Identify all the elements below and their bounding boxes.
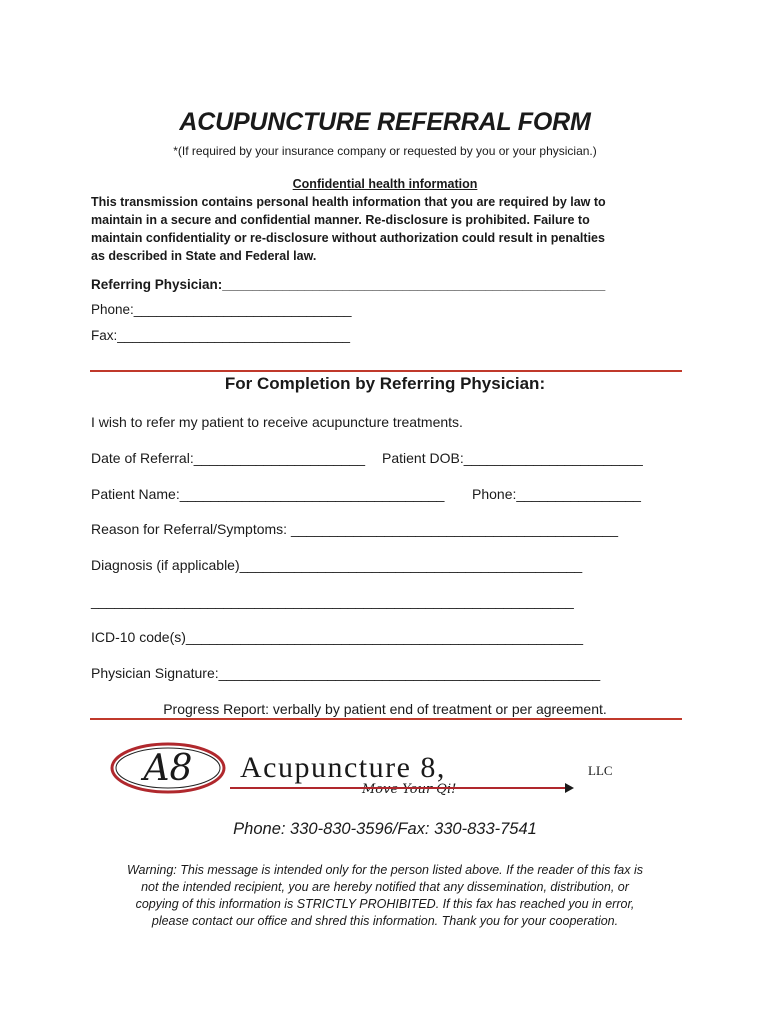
physician-signature-field[interactable]: Physician Signature:_________________________________________________ — [91, 665, 601, 681]
diagnosis-field[interactable]: Diagnosis (if applicable)____________________________________________ — [91, 557, 583, 573]
logo-tagline: Move Your Qi! — [362, 782, 457, 797]
warning-line: Warning: This message is intended only for the person listed above. If the reader of this fax is — [126, 863, 643, 877]
progress-report-note: Progress Report: verbally by patient end of treatment or per agreement. — [163, 701, 607, 717]
logo-graphic — [110, 738, 650, 800]
referral-intro: I wish to refer my patient to receive acupuncture treatments. — [91, 414, 463, 430]
section-divider — [90, 370, 682, 372]
diagnosis-extra-line[interactable]: ______________________________________________________________ — [91, 593, 574, 609]
logo-arrowhead-icon — [565, 783, 574, 793]
referring-phone-field[interactable]: Phone:_____________________________ — [91, 302, 352, 317]
confidential-line: as described in State and Federal law. — [91, 249, 317, 263]
date-of-referral-field[interactable]: Date of Referral:______________________ — [91, 450, 366, 466]
icd10-codes-field[interactable]: ICD-10 code(s)___________________________________________________ — [91, 629, 584, 645]
confidential-line: maintain confidentiality or re-disclosure without authorization could result in penalties — [91, 231, 605, 245]
patient-phone-field[interactable]: Phone:________________ — [472, 486, 641, 502]
contact-phone-fax: Phone: 330-830-3596/Fax: 330-833-7541 — [233, 820, 537, 838]
confidential-heading: Confidential health information — [292, 177, 478, 191]
logo-suffix: LLC — [588, 763, 613, 778]
section-divider — [90, 718, 682, 720]
logo-mark: A8 — [143, 748, 193, 789]
warning-line: not the intended recipient, you are hereby notified that any dissemination, distribution, or — [141, 880, 629, 894]
form-subtitle: *(If required by your insurance company or requested by you or your physician.) — [173, 144, 597, 158]
logo-name: Acupuncture 8, — [240, 751, 446, 784]
patient-name-field[interactable]: Patient Name:__________________________________ — [91, 486, 445, 502]
referring-fax-field[interactable]: Fax:_______________________________ — [91, 328, 351, 343]
confidential-notice — [91, 193, 671, 265]
fax-warning — [95, 862, 675, 930]
acupuncture8-logo — [110, 738, 650, 800]
referring-physician-field[interactable]: Referring Physician:___________________________________________________ — [91, 277, 606, 292]
completion-section-title: For Completion by Referring Physician: — [224, 374, 546, 393]
warning-line: copying of this information is STRICTLY PROHIBITED. If this fax has reached you in error, — [135, 897, 635, 911]
warning-line: please contact our office and shred this information. Thank you for your cooperation. — [151, 914, 619, 928]
reason-for-referral-field[interactable]: Reason for Referral/Symptoms: __________________________________________ — [91, 521, 618, 537]
patient-dob-field[interactable]: Patient DOB:_______________________ — [382, 450, 643, 466]
form-title: ACUPUNCTURE REFERRAL FORM — [179, 108, 591, 136]
confidential-line: maintain in a secure and confidential manner. Re-disclosure is prohibited. Failure to — [91, 213, 590, 227]
confidential-line: This transmission contains personal health information that you are required by law to — [91, 195, 606, 209]
